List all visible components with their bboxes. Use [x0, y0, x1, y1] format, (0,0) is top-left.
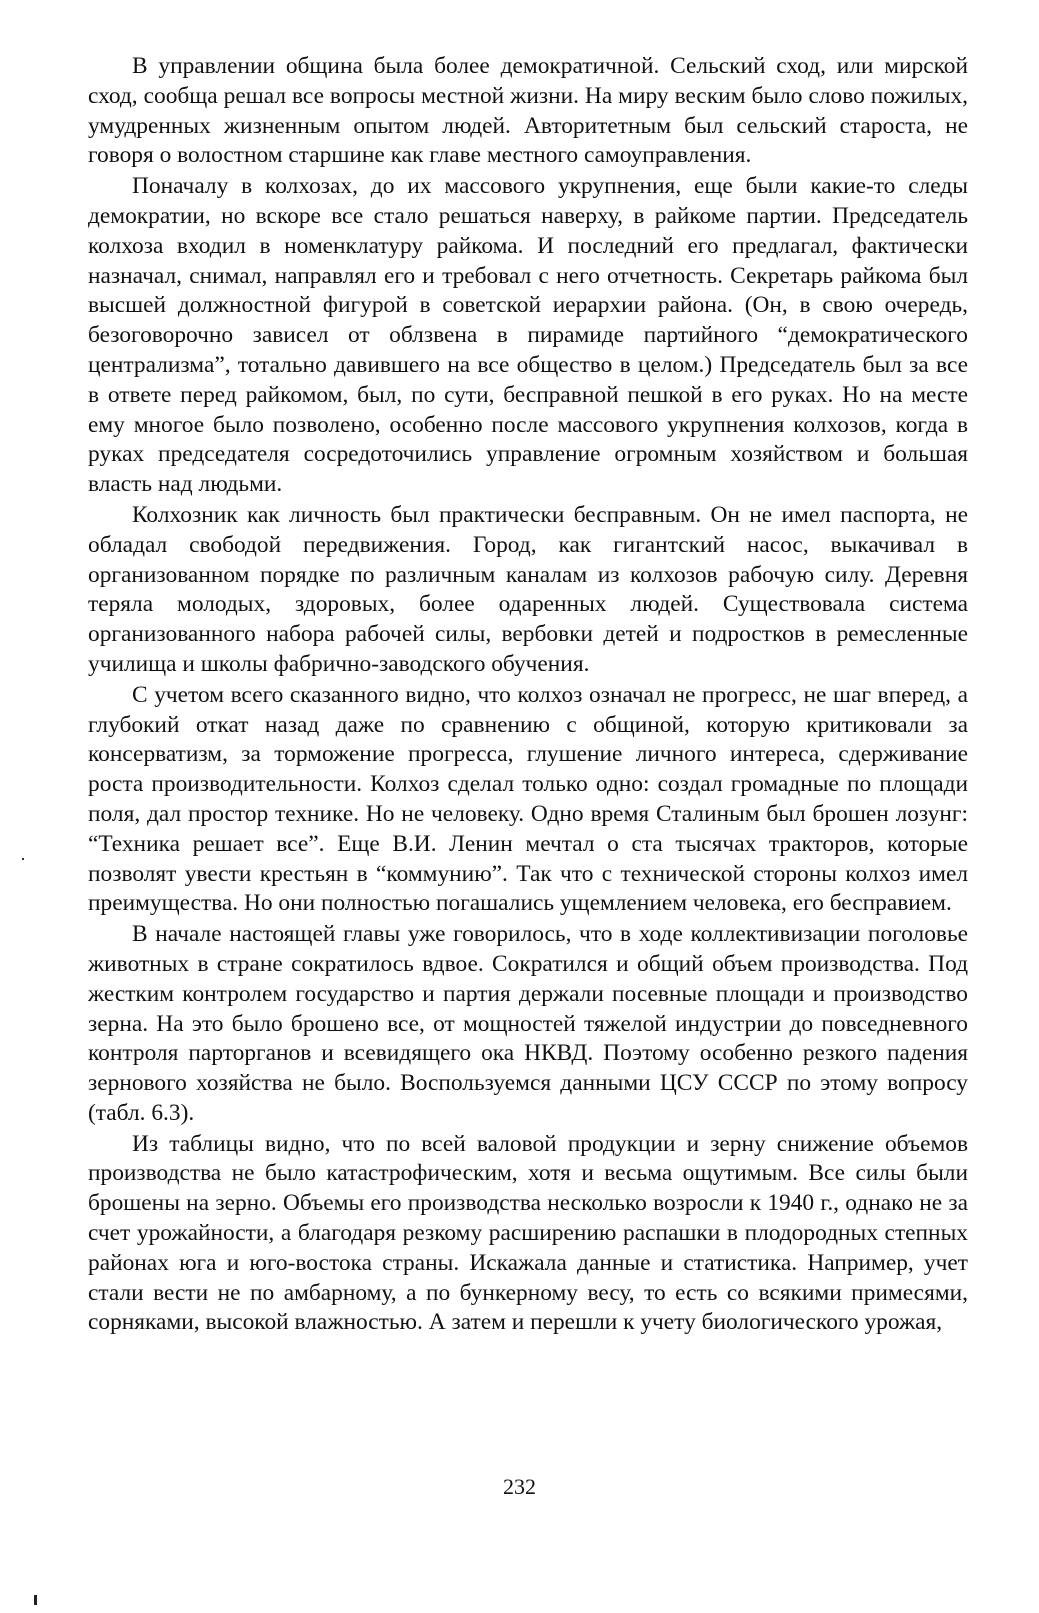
paragraph-6: Из таблицы видно, что по всей валовой продукции и зерну снижение объемов производства не было катастрофическим, хотя и весьма ощутимым. Все силы были брошены на зерно. Объемы его производства несколько возросли к 1940 г., однако не за счет урожайности, а благодаря резкому расширению распашки в плодородных степных районах юга и юго-востока страны. Искажала данные и статистика. Например, учет стали вести не по амбарному, а по бункерному весу, то есть со всякими примесями, сорняками, высокой влажностью. А затем и перешли к учету биологического урожая, — [88, 1130, 968, 1336]
paragraph-4: С учетом всего сказанного видно, что колхоз означал не прогресс, не шаг вперед, а глубокий откат назад даже по сравнению с общиной, которую критиковали за консерватизм, за торможение прогресса, глушение личного интереса, сдерживание роста производительности. Колхоз сделал только одно: создал громадные по площади поля, дал простор технике. Но не человеку. Одно время Сталиным был брошен лозунг: “Техника решает все”. Еще В.И. Ленин мечтал о ста тысячах тракторов, которые позволят увести крестьян в “коммунию”. Так что с технической стороны колхоз имел преимущества. Но они полностью погашались ущемлением человека, его бесправием. — [88, 681, 968, 917]
paragraph-5: В начале настоящей главы уже говорилось, что в ходе коллективизации поголовье животных в стране сократилось вдвое. Сократился и общий объем производства. Под жестким контролем государство и партия держали посевные площади и производство зерна. На это было брошено все, от мощностей тяжелой индустрии до повседневного контроля парторганов и всевидящего ока НКВД. Поэтому особенно резкого падения зернового хозяйства не было. Воспользуемся данными ЦСУ СССР по этому вопросу (табл. 6.3). — [88, 921, 968, 1126]
page-number: 232 — [503, 1474, 536, 1499]
paragraph-3: Колхозник как личность был практически бесправным. Он не имел паспорта, не обладал свободой передвижения. Город, как гигантский насос, выкачивал в организованном порядке по различным каналам из колхозов рабочую силу. Деревня теряла молодых, здоровых, более одаренных людей. Существовала система организованного набора рабочей силы, вербовки детей и подростков в ремесленные училища и школы фабрично-заводского обучения. — [88, 501, 968, 677]
scan-mark — [34, 1595, 37, 1605]
paragraph-2: Поначалу в колхозах, до их массового укрупнения, еще были какие-то следы демократии, но вскоре все стало решаться наверху, в райкоме партии. Председатель колхоза входил в номенклатуру райкома. И последний его предлагал, фактически назначал, снимал, направлял его и требовал с него отчетность. Секретарь райкома был высшей должностной фигурой в советской иерархии района. (Он, в свою очередь, безоговорочно зависел от облзвена в пирамиде партийного “демократического централизма”, тотально давившего на все общество в целом.) Председатель был за все в ответе перед райкомом, был, по сути, бесправной пешкой в его руках. Но на месте ему многое было позволено, особенно после массового укрупнения колхозов, когда в руках председателя сосредоточились управление огромным хозяйством и большая власть над людьми. — [88, 173, 968, 498]
page-text — [88, 52, 968, 1339]
scan-speck — [22, 858, 24, 860]
paragraph-1: В управлении община была более демократичной. Сельский сход, или мирской сход, сообща решал все вопросы местной жизни. На миру веским было слово пожилых, умудренных жизненным опытом людей. Авторитетным был сельский староста, не говоря о волостном старшине как главе местного самоуправления. — [88, 53, 968, 169]
